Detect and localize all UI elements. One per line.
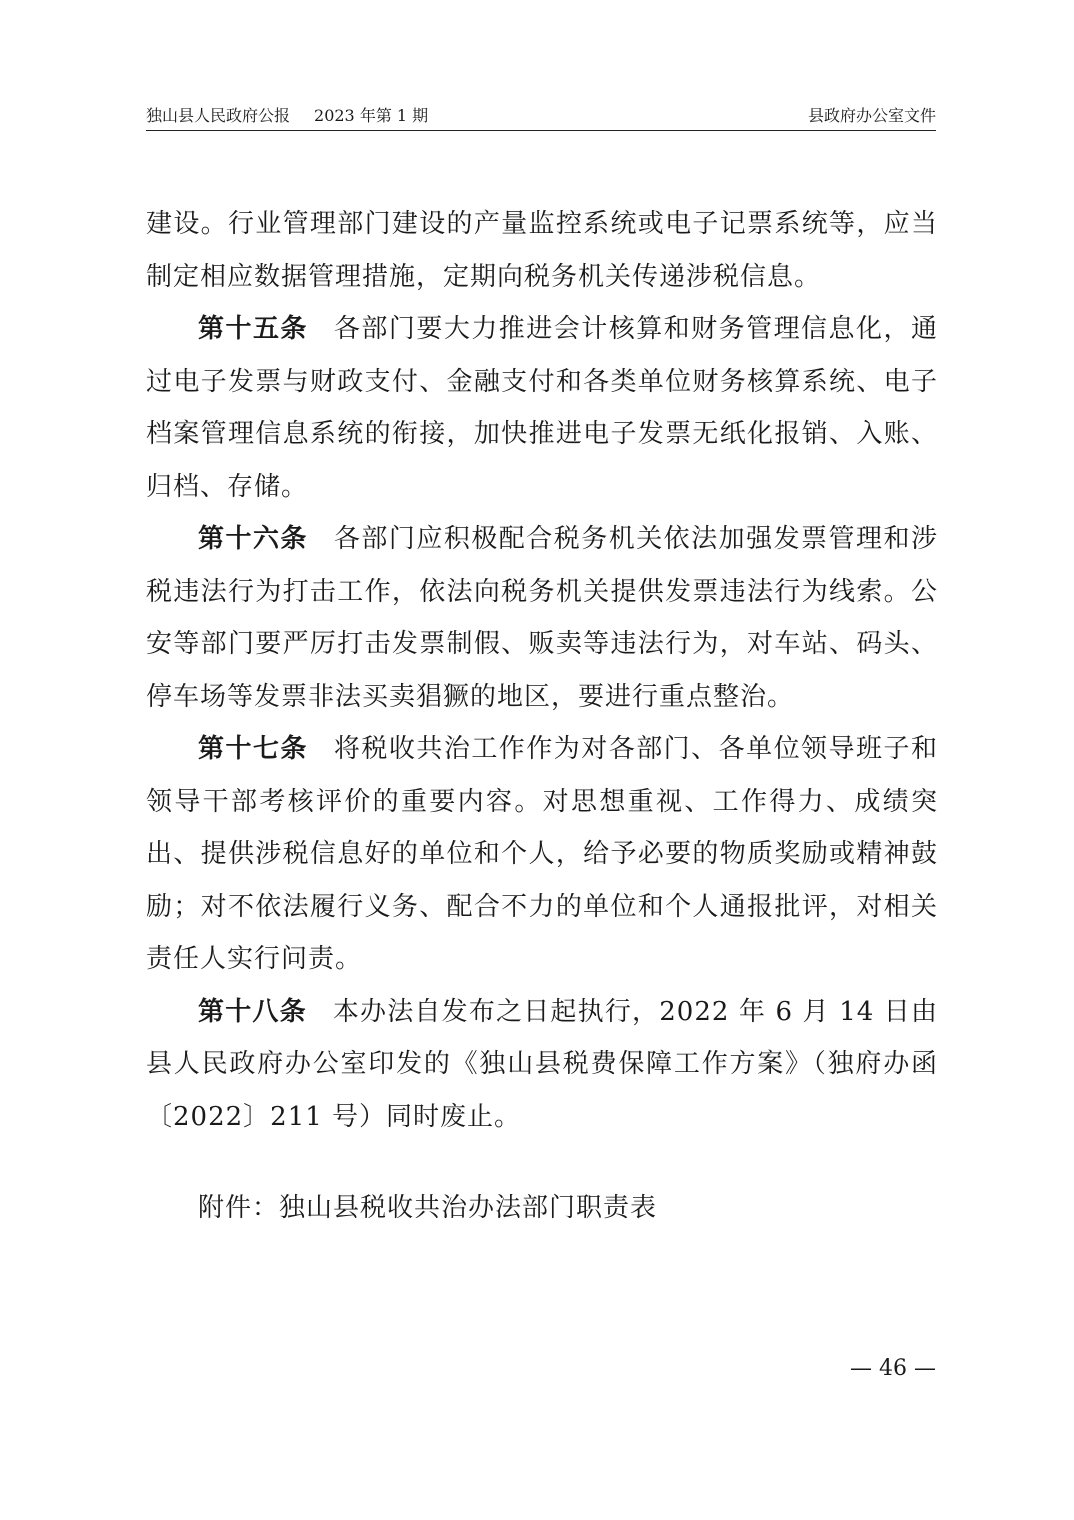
document-body	[146, 198, 938, 1143]
running-header	[146, 104, 936, 128]
article-heading: 第十六条	[198, 524, 308, 554]
article-heading: 第十五条	[198, 314, 308, 344]
article-text: 将税收共治工作作为对各部门、各单位领导班子和领导干部考核评价的重要内容。对思想重视、工作得力、成绩突出、提供涉税信息好的单位和个人，给予必要的物质奖励或精神鼓励；对不依法履行义务、配合不力的单位和个人通报批评，对相关责任人实行问责。	[146, 734, 938, 974]
article-text: 本办法自发布之日起执行，2022 年 6 月 14 日由县人民政府办公室印发的《独山县税费保障工作方案》（独府办函〔2022〕211 号）同时废止。	[146, 996, 938, 1132]
issue-number: 2023 年第 1 期	[314, 106, 429, 125]
publication-title: 独山县人民政府公报	[146, 106, 291, 125]
header-left	[146, 104, 428, 128]
header-divider	[146, 130, 936, 131]
article-heading: 第十七条	[198, 734, 308, 764]
article-text: 各部门应积极配合税务机关依法加强发票管理和涉税违法行为打击工作，依法向税务机关提供发票违法行为线索。公安等部门要严厉打击发票制假、贩卖等违法行为，对车站、码头、停车场等发票非法买卖猖獗的地区，要进行重点整治。	[146, 524, 938, 712]
article-17	[146, 723, 938, 986]
attachment-note: 附件：独山县税收共治办法部门职责表	[198, 1193, 658, 1223]
article-heading: 第十八条	[198, 996, 307, 1027]
article-text: 各部门要大力推进会计核算和财务管理信息化，通过电子发票与财政支付、金融支付和各类单位财务核算系统、电子档案管理信息系统的衔接，加快推进电子发票无纸化报销、入账、归档、存储。	[146, 314, 938, 502]
article-16	[146, 513, 938, 723]
paragraph-text: 建设。行业管理部门建设的产量监控系统或电子记票系统等，应当制定相应数据管理措施，定期向税务机关传递涉税信息。	[146, 209, 938, 292]
page-number: — 46 —	[850, 1356, 936, 1381]
paragraph-continuation	[146, 198, 938, 303]
article-18	[146, 986, 938, 1144]
section-title: 县政府办公室文件	[807, 106, 936, 125]
article-15	[146, 303, 938, 513]
